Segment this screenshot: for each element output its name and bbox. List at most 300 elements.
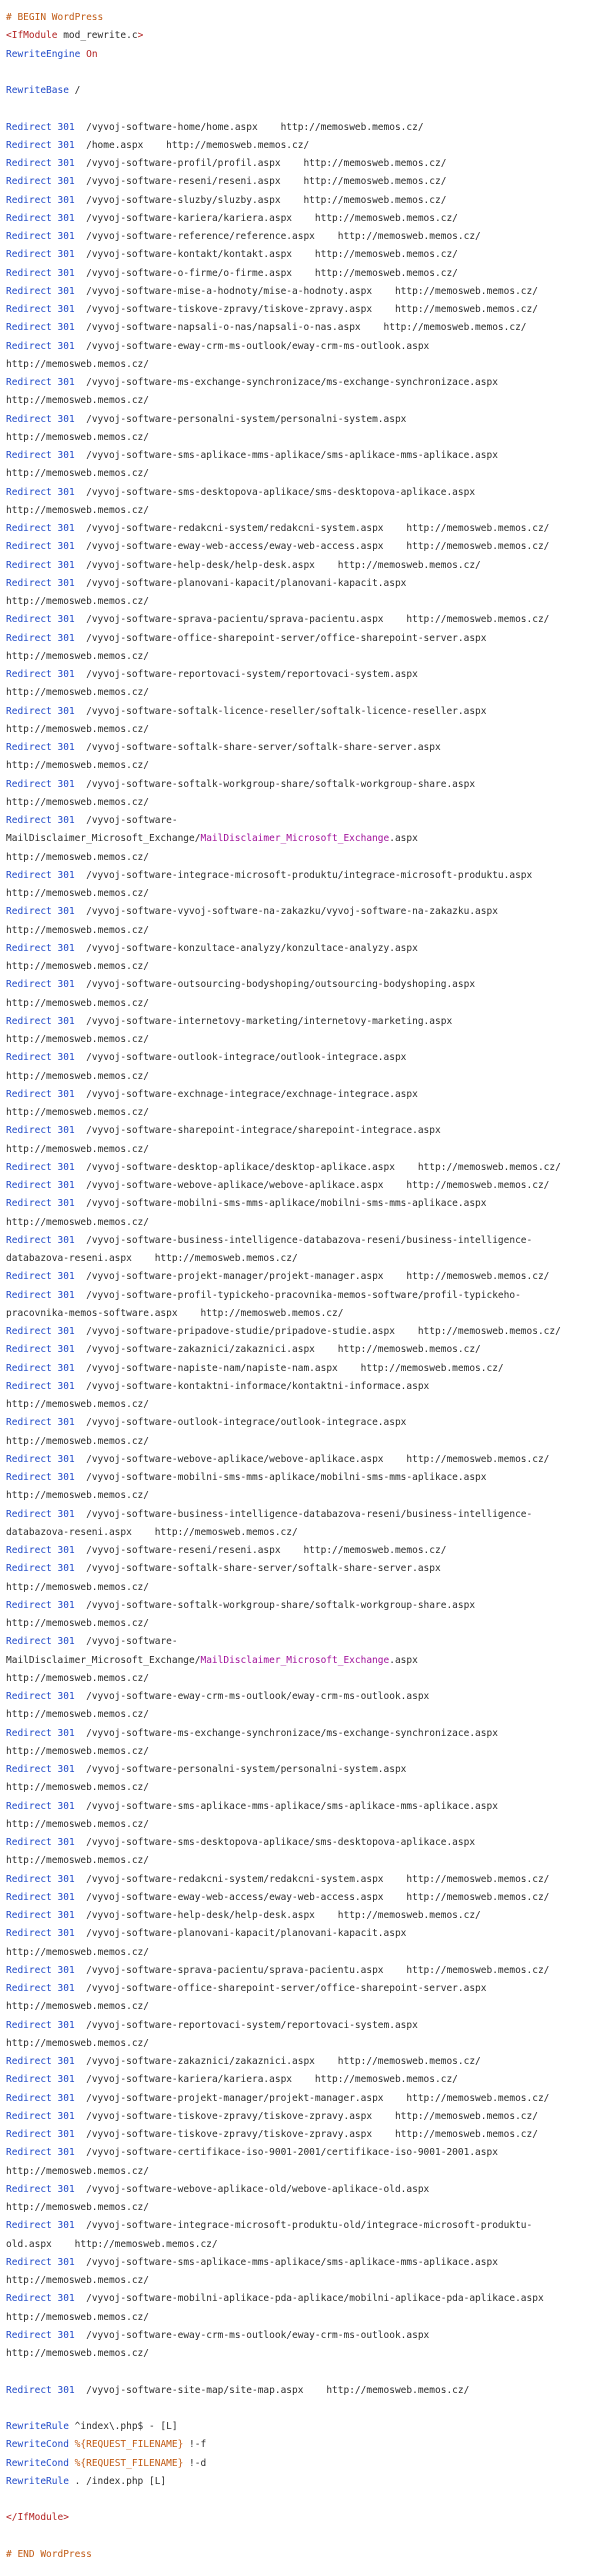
text-token: .aspx xyxy=(389,833,418,845)
status-code-token: 301 xyxy=(57,2056,75,2067)
directive-token: Redirect xyxy=(6,1800,52,1812)
text-token: /vyvoj-software-integrace-microsoft-produktu/integrace-microsoft-produktu.aspx xyxy=(74,869,533,881)
code-line xyxy=(6,411,600,429)
code-line xyxy=(6,1871,600,1889)
code-line xyxy=(6,1889,600,1907)
directive-token: Redirect xyxy=(6,2110,52,2122)
status-code-token: 301 xyxy=(57,1928,75,1940)
directive-token: Redirect xyxy=(6,231,52,242)
text-token: /vyvoj-software-office-sharepoint-server/office-sharepoint-server.aspx xyxy=(74,1983,487,1994)
code-line xyxy=(6,2327,600,2345)
code-line xyxy=(6,1104,600,1122)
code-line xyxy=(6,1944,600,1962)
code-line xyxy=(6,1962,600,1980)
code-line xyxy=(6,1779,600,1797)
status-code-token: 301 xyxy=(57,2129,75,2140)
code-line xyxy=(6,2071,600,2089)
code-line xyxy=(6,830,600,848)
directive-token: Redirect xyxy=(6,1545,52,1556)
status-code-token: 301 xyxy=(57,1910,75,1921)
text-token: databazova-reseni.aspx http://memosweb.memos.cz/ xyxy=(6,1526,298,1538)
directive-token: Redirect xyxy=(6,158,52,169)
status-code-token: 301 xyxy=(57,979,75,991)
status-code-token: 301 xyxy=(57,249,75,261)
directive-token: Redirect xyxy=(6,486,52,498)
code-line xyxy=(6,1141,600,1159)
status-code-token: 301 xyxy=(57,1125,75,1137)
text-token: /vyvoj-software-vyvoj-software-na-zakazku/vyvoj-software-na-zakazku.aspx xyxy=(74,906,498,918)
status-code-token: 301 xyxy=(57,1691,75,1702)
code-line xyxy=(6,2418,600,2436)
text-token: old.aspx http://memosweb.memos.cz/ xyxy=(6,2238,218,2250)
status-code-token: 301 xyxy=(57,139,75,151)
text-token: /vyvoj-software-profil/profil.aspx http://memosweb.memos.cz/ xyxy=(74,158,447,169)
status-code-token: 301 xyxy=(57,340,75,352)
text-token: http://memosweb.memos.cz/ xyxy=(6,760,149,772)
directive-token: RewriteRule xyxy=(6,2475,69,2487)
status-code-token: 301 xyxy=(57,559,75,571)
code-line xyxy=(6,1177,600,1195)
code-line xyxy=(6,1122,600,1140)
directive-token: Redirect xyxy=(6,121,52,133)
directive-token: Redirect xyxy=(6,1088,52,1100)
directive-token: Redirect xyxy=(6,632,52,644)
code-line xyxy=(6,1287,600,1305)
directive-token: Redirect xyxy=(6,2129,52,2140)
code-line xyxy=(6,922,600,940)
directive-token: Redirect xyxy=(6,2074,52,2086)
text-token: /vyvoj-software-sprava-pacientu/sprava-pacientu.aspx http://memosweb.memos.cz/ xyxy=(74,1964,550,1976)
code-line xyxy=(6,265,600,283)
text-token: /vyvoj-software-exchnage-integrace/exchnage-integrace.aspx xyxy=(74,1088,418,1100)
status-code-token: 301 xyxy=(57,2019,75,2031)
status-code-token: 301 xyxy=(57,304,75,315)
directive-token: Redirect xyxy=(6,2092,52,2104)
status-code-token: 301 xyxy=(57,1271,75,1283)
code-line xyxy=(6,356,600,374)
directive-token: Redirect xyxy=(6,1234,52,1246)
code-line xyxy=(6,27,600,45)
directive-token: Redirect xyxy=(6,559,52,571)
code-line xyxy=(6,757,600,775)
code-line xyxy=(6,666,600,684)
status-code-token: 301 xyxy=(57,1800,75,1812)
status-code-token: 301 xyxy=(57,2256,75,2268)
text-token: mod_rewrite.c xyxy=(57,30,138,42)
code-line xyxy=(6,301,600,319)
status-code-token: 301 xyxy=(57,1837,75,1848)
text-token: /vyvoj-software-eway-crm-ms-outlook/eway-crm-ms-outlook.aspx xyxy=(74,1691,430,1702)
code-line xyxy=(6,2509,600,2527)
text-token: http://memosweb.memos.cz/ xyxy=(6,1490,149,1502)
directive-token: Redirect xyxy=(6,869,52,881)
code-line xyxy=(6,2236,600,2254)
directive-token: RewriteRule xyxy=(6,2421,69,2432)
code-line xyxy=(6,1560,600,1578)
code-line xyxy=(6,1579,600,1597)
text-token: /vyvoj-software-planovani-kapacit/planovani-kapacit.aspx xyxy=(74,1928,407,1940)
directive-token: Redirect xyxy=(6,2256,52,2268)
code-line xyxy=(6,1396,600,1414)
text-token: http://memosweb.memos.cz/ xyxy=(6,1709,149,1721)
directive-token: Redirect xyxy=(6,669,52,680)
highlight-token: MailDisclaimer_Microsoft_Exchange xyxy=(200,833,390,845)
code-line xyxy=(6,1341,600,1359)
text-token: http://memosweb.memos.cz/ xyxy=(6,1672,149,1684)
status-code-token: 301 xyxy=(57,1198,75,1210)
status-code-token: 301 xyxy=(57,778,75,790)
text-token: /vyvoj-software-sprava-pacientu/sprava-pacientu.aspx http://memosweb.memos.cz/ xyxy=(74,614,550,626)
status-code-token: 301 xyxy=(57,1180,75,1191)
status-code-token: 301 xyxy=(57,1545,75,1556)
directive-token: Redirect xyxy=(6,1910,52,1921)
directive-token: Redirect xyxy=(6,322,52,334)
text-token: /vyvoj-software-softalk-workgroup-share/softalk-workgroup-share.aspx xyxy=(74,778,476,790)
code-line xyxy=(6,1907,600,1925)
code-line xyxy=(6,1524,600,1542)
text-token: http://memosweb.memos.cz/ xyxy=(6,2348,149,2359)
status-code-token: 301 xyxy=(57,1380,75,1392)
directive-token: Redirect xyxy=(6,139,52,151)
text-token: /vyvoj-software-zakaznici/zakaznici.aspx http://memosweb.memos.cz/ xyxy=(74,2056,481,2067)
code-line xyxy=(6,2090,600,2108)
status-code-token: 301 xyxy=(57,1964,75,1976)
code-line xyxy=(6,1469,600,1487)
text-token: /vyvoj-software-mobilni-sms-mms-aplikace/mobilni-sms-mms-aplikace.aspx xyxy=(74,1198,487,1210)
code-line xyxy=(6,903,600,921)
comment-token: # END WordPress xyxy=(6,2548,92,2560)
code-line xyxy=(6,2126,600,2144)
text-token: /vyvoj-software-sluzby/sluzby.aspx http://memosweb.memos.cz/ xyxy=(74,194,447,206)
text-token: /vyvoj-software-kariera/kariera.aspx http://memosweb.memos.cz/ xyxy=(74,2074,458,2086)
directive-token: Redirect xyxy=(6,285,52,297)
text-token: /vyvoj-software-konzultace-analyzy/konzultace-analyzy.aspx xyxy=(74,942,418,954)
status-code-token: 301 xyxy=(57,742,75,753)
status-code-token: 301 xyxy=(57,632,75,644)
text-token: /vyvoj-software- xyxy=(74,1636,178,1648)
directive-token: Redirect xyxy=(6,577,52,589)
code-line xyxy=(6,812,600,830)
status-code-token: 301 xyxy=(57,705,75,717)
code-line xyxy=(6,2528,600,2546)
code-line xyxy=(6,2455,600,2473)
text-token: /vyvoj-software-napsali-o-nas/napsali-o-nas.aspx http://memosweb.memos.cz/ xyxy=(74,322,527,334)
code-line xyxy=(6,374,600,392)
code-line xyxy=(6,611,600,629)
comment-token: # BEGIN WordPress xyxy=(6,12,104,23)
directive-token: Redirect xyxy=(6,2293,52,2305)
code-line xyxy=(6,2144,600,2162)
directive-token: Redirect xyxy=(6,1289,52,1301)
text-token: /vyvoj-software-certifikace-iso-9001-2001/certifikace-iso-9001-2001.aspx xyxy=(74,2147,498,2159)
status-code-token: 301 xyxy=(57,1599,75,1611)
status-code-token: 301 xyxy=(57,413,75,425)
text-token: http://memosweb.memos.cz/ xyxy=(6,358,149,370)
text-token: /vyvoj-software-planovani-kapacit/planovani-kapacit.aspx xyxy=(74,577,407,589)
code-line xyxy=(6,1615,600,1633)
directive-token: Redirect xyxy=(6,1691,52,1702)
tag-token: > xyxy=(137,30,144,42)
code-line xyxy=(6,1068,600,1086)
code-line xyxy=(6,2181,600,2199)
code-line xyxy=(6,1542,600,1560)
code-line xyxy=(6,1086,600,1104)
text-token: /vyvoj-software-integrace-microsoft-produktu-old/integrace-microsoft-produktu- xyxy=(74,2220,533,2232)
directive-token: Redirect xyxy=(6,523,52,534)
code-line xyxy=(6,1360,600,1378)
code-line xyxy=(6,2309,600,2327)
status-code-token: 301 xyxy=(57,2293,75,2305)
status-code-token: 301 xyxy=(57,523,75,534)
code-line xyxy=(6,119,600,137)
status-code-token: 301 xyxy=(57,1234,75,1246)
text-token: http://memosweb.memos.cz/ xyxy=(6,504,149,516)
status-code-token: 301 xyxy=(57,1326,75,1337)
text-token: !-f xyxy=(183,2439,207,2451)
text-token: http://memosweb.memos.cz/ xyxy=(6,468,149,480)
directive-token: Redirect xyxy=(6,906,52,918)
directive-token: Redirect xyxy=(6,304,52,315)
code-line xyxy=(6,1597,600,1615)
code-line xyxy=(6,1816,600,1834)
code-line xyxy=(6,82,600,100)
text-token: /vyvoj-software-internetovy-marketing/internetovy-marketing.aspx xyxy=(74,1015,453,1027)
text-token: /vyvoj-software-sharepoint-integrace/sharepoint-integrace.aspx xyxy=(74,1125,441,1137)
status-code-token: 301 xyxy=(57,614,75,626)
directive-token: Redirect xyxy=(6,1928,52,1940)
code-line xyxy=(6,538,600,556)
directive-token: Redirect xyxy=(6,2056,52,2067)
text-token: /vyvoj-software-softalk-licence-reseller/softalk-licence-reseller.aspx xyxy=(74,705,487,717)
code-line xyxy=(6,2345,600,2363)
status-code-token: 301 xyxy=(57,2329,75,2341)
code-line xyxy=(6,1195,600,1213)
code-line xyxy=(6,1323,600,1341)
text-token: /vyvoj-software- xyxy=(74,815,178,826)
code-line xyxy=(6,228,600,246)
text-token: /vyvoj-software-projekt-manager/projekt-manager.aspx http://memosweb.memos.cz/ xyxy=(74,2092,550,2104)
code-line xyxy=(6,794,600,812)
directive-token: Redirect xyxy=(6,815,52,826)
text-token: /vyvoj-software-mobilni-sms-mms-aplikace/mobilni-sms-mms-aplikace.aspx xyxy=(74,1472,487,1483)
status-code-token: 301 xyxy=(57,1764,75,1775)
directive-token: Redirect xyxy=(6,176,52,188)
code-line xyxy=(6,958,600,976)
text-token: /vyvoj-software-eway-crm-ms-outlook/eway-crm-ms-outlook.aspx xyxy=(74,340,430,352)
code-line xyxy=(6,2290,600,2308)
code-line xyxy=(6,465,600,483)
text-token: http://memosweb.memos.cz/ xyxy=(6,1818,149,1830)
text-token: /vyvoj-software-reseni/reseni.aspx http://memosweb.memos.cz/ xyxy=(74,176,447,188)
code-line xyxy=(6,2017,600,2035)
text-token: http://memosweb.memos.cz/ xyxy=(6,431,149,443)
text-token: /vyvoj-software-pripadove-studie/pripadove-studie.aspx http://memosweb.memos.cz/ xyxy=(74,1326,561,1337)
text-token: /vyvoj-software-webove-aplikace/webove-aplikace.aspx http://memosweb.memos.cz/ xyxy=(74,1180,550,1191)
text-token: /vyvoj-software-tiskove-zpravy/tiskove-zpravy.aspx http://memosweb.memos.cz/ xyxy=(74,2129,538,2140)
text-token: /vyvoj-software-help-desk/help-desk.aspx http://memosweb.memos.cz/ xyxy=(74,1910,481,1921)
code-line xyxy=(6,137,600,155)
text-token: /vyvoj-software-zakaznici/zakaznici.aspx http://memosweb.memos.cz/ xyxy=(74,1344,481,1356)
status-code-token: 301 xyxy=(57,1508,75,1520)
directive-token: Redirect xyxy=(6,267,52,279)
code-line xyxy=(6,1761,600,1779)
text-token: http://memosweb.memos.cz/ xyxy=(6,851,149,863)
text-token: /vyvoj-software-eway-crm-ms-outlook/eway-crm-ms-outlook.aspx xyxy=(74,2329,430,2341)
code-line xyxy=(6,173,600,191)
status-code-token: 301 xyxy=(57,2074,75,2086)
text-token: /vyvoj-software-personalni-system/personalni-system.aspx xyxy=(74,1764,407,1775)
code-line xyxy=(6,1743,600,1761)
status-code-token: 301 xyxy=(57,1983,75,1994)
text-token: /vyvoj-software-o-firme/o-firme.aspx http://memosweb.memos.cz/ xyxy=(74,267,458,279)
text-token: http://memosweb.memos.cz/ xyxy=(6,723,149,735)
status-code-token: 301 xyxy=(57,1362,75,1374)
code-line xyxy=(6,1652,600,1670)
directive-token: Redirect xyxy=(6,249,52,261)
directive-token: Redirect xyxy=(6,1015,52,1027)
text-token: /vyvoj-software-softalk-workgroup-share/softalk-workgroup-share.aspx xyxy=(74,1599,476,1611)
text-token: /vyvoj-software-napiste-nam/napiste-nam.aspx http://memosweb.memos.cz/ xyxy=(74,1362,504,1374)
status-code-token: 301 xyxy=(57,1161,75,1173)
directive-token: Redirect xyxy=(6,1271,52,1283)
text-token: /vyvoj-software-reportovaci-system/reportovaci-system.aspx xyxy=(74,669,418,680)
code-line xyxy=(6,1250,600,1268)
text-token: /vyvoj-software-kontaktni-informace/kontaktni-informace.aspx xyxy=(74,1380,430,1392)
text-token: /vyvoj-software-softalk-share-server/softalk-share-server.aspx xyxy=(74,742,441,753)
status-code-token: 301 xyxy=(57,176,75,188)
directive-token: Redirect xyxy=(6,1964,52,1976)
text-token: /vyvoj-software-personalni-system/personalni-system.aspx xyxy=(74,413,407,425)
status-code-token: 301 xyxy=(57,1344,75,1356)
code-line xyxy=(6,2400,600,2418)
directive-token: RewriteEngine xyxy=(6,48,81,60)
text-token: /vyvoj-software-desktop-aplikace/desktop-aplikace.aspx http://memosweb.memos.cz/ xyxy=(74,1161,561,1173)
directive-token: Redirect xyxy=(6,1125,52,1137)
code-line xyxy=(6,1049,600,1067)
directive-token: Redirect xyxy=(6,1198,52,1210)
status-code-token: 301 xyxy=(57,158,75,169)
directive-token: Redirect xyxy=(6,1891,52,1903)
text-token: /vyvoj-software-office-sharepoint-server/office-sharepoint-server.aspx xyxy=(74,632,487,644)
text-token: http://memosweb.memos.cz/ xyxy=(6,1782,149,1794)
code-line xyxy=(6,1852,600,1870)
text-token: http://memosweb.memos.cz/ xyxy=(6,2202,149,2213)
code-line xyxy=(6,776,600,794)
status-code-token: 301 xyxy=(57,869,75,881)
text-token: /vyvoj-software-reference/reference.aspx http://memosweb.memos.cz/ xyxy=(74,231,481,242)
status-code-token: 301 xyxy=(57,2384,75,2396)
status-code-token: 301 xyxy=(57,2183,75,2195)
directive-token: Redirect xyxy=(6,340,52,352)
directive-token: Redirect xyxy=(6,541,52,553)
code-line xyxy=(6,283,600,301)
status-code-token: 301 xyxy=(57,1472,75,1483)
directive-token: Redirect xyxy=(6,1362,52,1374)
status-code-token: 301 xyxy=(57,285,75,297)
code-line xyxy=(6,1506,600,1524)
text-token: . /index.php [L] xyxy=(68,2475,167,2487)
directive-token: Redirect xyxy=(6,2183,52,2195)
directive-token: RewriteBase xyxy=(6,85,69,96)
code-line xyxy=(6,976,600,994)
status-code-token: 301 xyxy=(57,322,75,334)
code-line xyxy=(6,1214,600,1232)
status-code-token: 301 xyxy=(57,1417,75,1429)
text-token: /vyvoj-software-mobilni-aplikace-pda-aplikace/mobilni-aplikace-pda-aplikace.aspx xyxy=(74,2293,544,2305)
text-token: http://memosweb.memos.cz/ xyxy=(6,1745,149,1757)
text-token: !-d xyxy=(183,2457,207,2469)
text-token: / xyxy=(68,85,81,96)
directive-token: Redirect xyxy=(6,1599,52,1611)
code-line xyxy=(6,1378,600,1396)
text-token: /vyvoj-software-projekt-manager/projekt-manager.aspx http://memosweb.memos.cz/ xyxy=(74,1271,550,1283)
status-code-token: 301 xyxy=(57,577,75,589)
code-line xyxy=(6,1834,600,1852)
code-line xyxy=(6,429,600,447)
status-code-token: 301 xyxy=(57,541,75,553)
status-code-token: 301 xyxy=(57,942,75,954)
code-line xyxy=(6,648,600,666)
text-token: /vyvoj-software-eway-web-access/eway-web-access.aspx http://memosweb.memos.cz/ xyxy=(74,1891,550,1903)
text-token: http://memosweb.memos.cz/ xyxy=(6,1855,149,1867)
status-code-token: 301 xyxy=(57,1563,75,1575)
status-code-token: 301 xyxy=(57,194,75,206)
text-token: http://memosweb.memos.cz/ xyxy=(6,888,149,899)
text-token: /vyvoj-software-softalk-share-server/softalk-share-server.aspx xyxy=(74,1563,441,1575)
code-line xyxy=(6,849,600,867)
code-line xyxy=(6,2473,600,2491)
text-token: http://memosweb.memos.cz/ xyxy=(6,997,149,1009)
text-token: MailDisclaimer_Microsoft_Exchange/ xyxy=(6,833,201,845)
code-line xyxy=(6,1925,600,1943)
code-line xyxy=(6,1451,600,1469)
directive-token: Redirect xyxy=(6,778,52,790)
code-line xyxy=(6,1031,600,1049)
code-line xyxy=(6,885,600,903)
code-line xyxy=(6,1487,600,1505)
text-token: http://memosweb.memos.cz/ xyxy=(6,596,149,607)
text-token: /vyvoj-software-business-intelligence-databazova-reseni/business-intelligence- xyxy=(74,1234,533,1246)
directive-token: Redirect xyxy=(6,1764,52,1775)
code-line xyxy=(6,1670,600,1688)
code-line xyxy=(6,703,600,721)
status-code-token: 301 xyxy=(57,486,75,498)
directive-token: Redirect xyxy=(6,1983,52,1994)
text-token: /vyvoj-software-kariera/kariera.aspx http://memosweb.memos.cz/ xyxy=(74,212,458,224)
code-line xyxy=(6,1633,600,1651)
directive-token: Redirect xyxy=(6,1727,52,1739)
directive-token: Redirect xyxy=(6,1453,52,1465)
code-line xyxy=(6,192,600,210)
code-line xyxy=(6,2382,600,2400)
text-token: /vyvoj-software-sms-desktopova-aplikace/sms-desktopova-aplikace.aspx xyxy=(74,486,476,498)
text-token: /vyvoj-software-profil-typickeho-pracovnika-memos-software/profil-typickeho- xyxy=(74,1289,521,1301)
text-token: http://memosweb.memos.cz/ xyxy=(6,2001,149,2013)
directive-token: RewriteCond xyxy=(6,2439,69,2451)
directive-token: Redirect xyxy=(6,1508,52,1520)
directive-token: Redirect xyxy=(6,450,52,461)
directive-token: Redirect xyxy=(6,979,52,991)
variable-token: %{REQUEST_FILENAME} xyxy=(74,2439,184,2451)
text-token: http://memosweb.memos.cz/ xyxy=(6,687,149,699)
code-line xyxy=(6,1688,600,1706)
code-line xyxy=(6,2199,600,2217)
text-token: /vyvoj-software-sms-aplikace-mms-aplikace/sms-aplikace-mms-aplikace.aspx xyxy=(74,1800,498,1812)
code-line xyxy=(6,593,600,611)
code-line xyxy=(6,1998,600,2016)
text-token: http://memosweb.memos.cz/ xyxy=(6,796,149,808)
text-token: /vyvoj-software-eway-web-access/eway-web-access.aspx http://memosweb.memos.cz/ xyxy=(74,541,550,553)
